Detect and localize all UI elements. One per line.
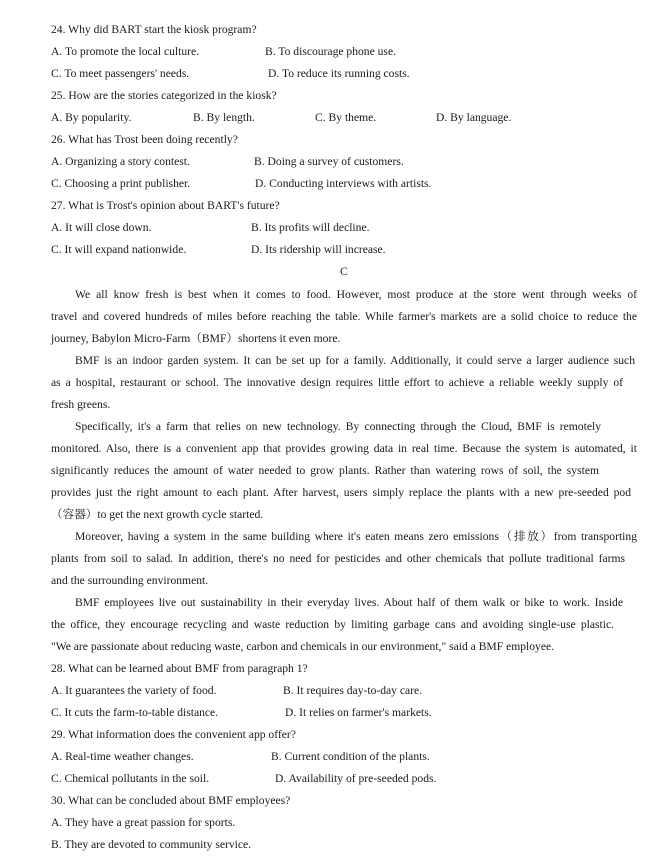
- passage-p4-line-2: plants from soil to salad. In addition, there's no need for pesticides and other chemicals that pollute traditional farms: [51, 552, 625, 565]
- question-28-option-b: B. It requires day-to-day care.: [283, 684, 423, 697]
- passage-p5-line-2: the office, they encourage recycling and waste reduction by limiting garbage cans and avoiding single-use plastic.: [51, 618, 614, 631]
- question-30-option-b: B. They are devoted to community service.: [51, 838, 252, 851]
- question-28-option-d: D. It relies on farmer's markets.: [285, 706, 432, 719]
- question-24-option-d: D. To reduce its running costs.: [268, 67, 410, 80]
- passage-p2-line-1: BMF is an indoor garden system. It can be set up for a family. Additionally, it could serve a larger audience such: [75, 354, 635, 367]
- passage-p4-line-3: and the surrounding environment.: [51, 574, 209, 587]
- question-26-option-c: C. Choosing a print publisher.: [51, 177, 191, 190]
- question-29-option-a: A. Real-time weather changes.: [51, 750, 194, 763]
- passage-p3-line-1: Specifically, it's a farm that relies on new technology. By connecting through the Cloud, BMF is remotely: [75, 420, 601, 433]
- question-25-option-a: A. By popularity.: [51, 111, 132, 124]
- question-24-option-a: A. To promote the local culture.: [51, 45, 200, 58]
- question-28-option-a: A. It guarantees the variety of food.: [51, 684, 217, 697]
- question-27-option-d: D. Its ridership will increase.: [251, 243, 386, 256]
- question-29-option-d: D. Availability of pre-seeded pods.: [275, 772, 437, 785]
- question-29-option-b: B. Current condition of the plants.: [271, 750, 430, 763]
- question-24-option-c: C. To meet passengers' needs.: [51, 67, 190, 80]
- question-24-stem: 24. Why did BART start the kiosk program?: [51, 23, 257, 36]
- passage-p2-line-2: as a hospital, restaurant or school. The innovative design requires little effort to achieve a reliable weekly supply of: [51, 376, 623, 389]
- passage-p1-line-3: journey, Babylon Micro-Farm（BMF）shortens it even more.: [51, 332, 341, 345]
- question-29-option-c: C. Chemical pollutants in the soil.: [51, 772, 210, 785]
- question-25-option-b: B. By length.: [193, 111, 255, 124]
- question-24-option-b: B. To discourage phone use.: [265, 45, 396, 58]
- question-29-stem: 29. What information does the convenient app offer?: [51, 728, 296, 741]
- passage-p3-line-2: monitored. Also, there is a convenient app that provides growing data in real time. Because the system is automated, it: [51, 442, 637, 455]
- question-27-option-c: C. It will expand nationwide.: [51, 243, 187, 256]
- question-28-stem: 28. What can be learned about BMF from paragraph 1?: [51, 662, 308, 675]
- passage-p5-line-3: "We are passionate about reducing waste, carbon and chemicals in our environment," said a BMF employee.: [51, 640, 555, 653]
- passage-p3-line-5: （容器）to get the next growth cycle started.: [51, 508, 264, 521]
- question-30-stem: 30. What can be concluded about BMF employees?: [51, 794, 291, 807]
- section-label: C: [340, 265, 348, 278]
- question-26-stem: 26. What has Trost been doing recently?: [51, 133, 238, 146]
- question-25-stem: 25. How are the stories categorized in the kiosk?: [51, 89, 277, 102]
- passage-p3-line-3: significantly reduces the amount of water needed to grow plants. Rather than watering rows of soil, the system: [51, 464, 599, 477]
- question-27-option-b: B. Its profits will decline.: [251, 221, 370, 234]
- question-30-option-a: A. They have a great passion for sports.: [51, 816, 236, 829]
- question-25-option-c: C. By theme.: [315, 111, 377, 124]
- passage-p5-line-1: BMF employees live out sustainability in their everyday lives. About half of them walk or bike to work. Inside: [75, 596, 623, 609]
- passage-p4-line-1: Moreover, having a system in the same building where it's eaten means zero emissions（排放）from transporting: [75, 530, 637, 543]
- passage-p1-line-2: travel and covered hundreds of miles before reaching the table. While farmer's markets are a solid choice to reduce the: [51, 310, 637, 323]
- passage-p3-line-4: provides just the right amount to each plant. After harvest, users simply replace the plants with a new pre-seeded pod: [51, 486, 631, 499]
- question-26-option-d: D. Conducting interviews with artists.: [255, 177, 432, 190]
- passage-p2-line-3: fresh greens.: [51, 398, 111, 411]
- question-25-option-d: D. By language.: [436, 111, 512, 124]
- question-26-option-b: B. Doing a survey of customers.: [254, 155, 404, 168]
- question-28-option-c: C. It cuts the farm-to-table distance.: [51, 706, 219, 719]
- question-27-option-a: A. It will close down.: [51, 221, 152, 234]
- question-26-option-a: A. Organizing a story contest.: [51, 155, 190, 168]
- question-27-stem: 27. What is Trost's opinion about BART's future?: [51, 199, 280, 212]
- passage-p1-line-1: We all know fresh is best when it comes to food. However, most produce at the store went through weeks of: [75, 288, 637, 301]
